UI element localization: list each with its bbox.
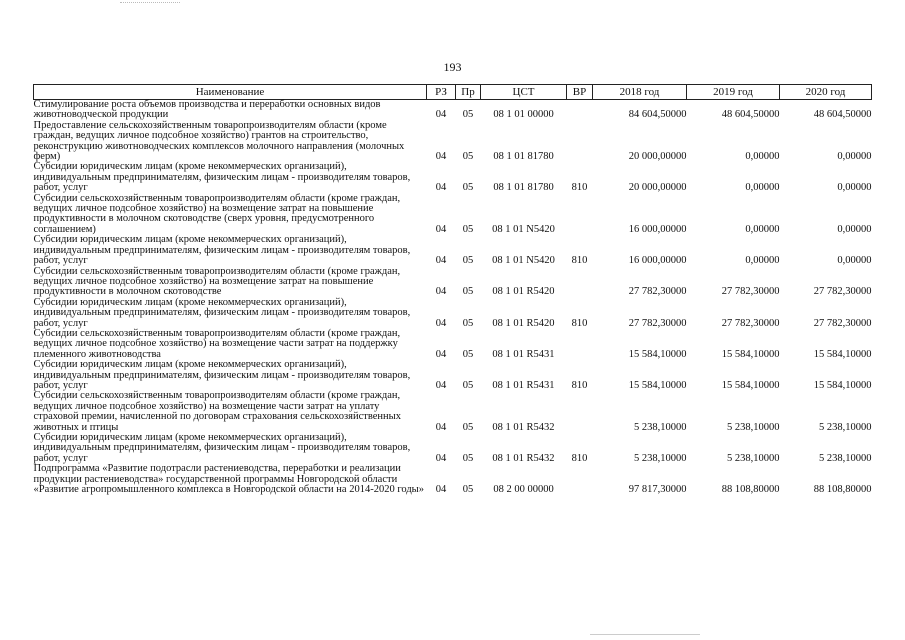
row-name: Субсидии юридическим лицам (кроме некоммерческих организаций), индивидуальным предпринимателям, физическим лицам - производителям товаров, работ, услуг xyxy=(33,359,411,391)
row-cst: 08 1 01 81780 xyxy=(493,182,554,194)
row-vr xyxy=(567,194,593,236)
row-name: Субсидии сельскохозяйственным товаропроизводителям области (кроме граждан, ведущих личное подсобное хозяйство) на возмещение части затрат на уплату страховой премии, начисленной по договорам страхования сельскохозяйственных животных и птицы xyxy=(33,390,401,433)
row-2020: 0,00000 xyxy=(837,223,872,235)
row-vr: 810 xyxy=(571,379,588,391)
row-name: Субсидии сельскохозяйственным товаропроизводителям области (кроме граждан, ведущих личное подсобное хозяйство) на возмещение затрат на повышение продуктивности в молочном скотоводстве (сверх уровня, предусмотренного соглашением) xyxy=(33,192,401,235)
row-2019: 5 238,10000 xyxy=(727,421,780,433)
row-cst: 08 1 01 00000 xyxy=(493,109,554,121)
row-name: Субсидии юридическим лицам (кроме некоммерческих организаций), индивидуальным предпринимателям, физическим лицам - производителям товаров, работ, услуг xyxy=(33,234,411,267)
row-vr xyxy=(567,100,593,121)
row-rz: 04 xyxy=(435,348,447,360)
header-2019: 2019 год xyxy=(687,85,780,100)
table-row xyxy=(34,329,872,360)
row-rz: 04 xyxy=(435,151,447,163)
row-pr: 05 xyxy=(462,421,474,433)
row-pr: 05 xyxy=(462,379,474,391)
row-cst: 08 1 01 R5420 xyxy=(492,286,555,298)
row-rz: 04 xyxy=(435,286,447,298)
row-rz: 04 xyxy=(435,484,447,496)
table-row xyxy=(34,267,872,298)
row-vr: 810 xyxy=(571,317,588,329)
row-2019: 88 108,80000 xyxy=(721,484,780,496)
row-2020: 27 782,30000 xyxy=(813,286,872,298)
row-name: Субсидии юридическим лицам (кроме некоммерческих организаций), индивидуальным предпринимателям, физическим лицам - производителям товаров, работ, услуг xyxy=(33,432,411,464)
budget-table xyxy=(33,84,872,495)
row-rz: 04 xyxy=(435,109,447,121)
row-2018: 15 584,10000 xyxy=(628,348,687,360)
table-row xyxy=(34,194,872,236)
row-rz: 04 xyxy=(435,421,447,433)
row-2018: 97 817,30000 xyxy=(628,484,687,496)
row-name: Субсидии юридическим лицам (кроме некоммерческих организаций), индивидуальным предпринимателям, физическим лицам - производителям товаров, работ, услуг xyxy=(33,296,411,329)
row-rz: 04 xyxy=(435,317,447,329)
row-name: Предоставление сельскохозяйственным товаропроизводителям области (кроме граждан, ведущих личное подсобное хозяйство) грантов на строительство, реконструкцию животноводческих комплексов молочного направления (молочных ферм) xyxy=(33,119,405,163)
row-2018: 16 000,00000 xyxy=(628,255,687,267)
row-cst: 08 1 01 N5420 xyxy=(492,223,555,235)
row-2019: 0,00000 xyxy=(745,223,780,235)
row-2020: 5 238,10000 xyxy=(819,421,872,433)
row-2018: 16 000,00000 xyxy=(628,223,687,235)
row-2018: 20 000,00000 xyxy=(628,182,687,194)
row-vr xyxy=(567,391,593,433)
row-2020: 15 584,10000 xyxy=(813,379,872,391)
row-2019: 27 782,30000 xyxy=(721,317,780,329)
row-2020: 48 604,50000 xyxy=(813,109,872,121)
row-vr: 810 xyxy=(571,182,588,194)
header-vr: ВР xyxy=(567,85,593,100)
row-name: Стимулирование роста объемов производства и переработки основных видов животноводческой продукции xyxy=(33,99,381,121)
row-cst: 08 1 01 R5432 xyxy=(492,421,555,433)
table-row xyxy=(34,298,872,329)
table-row xyxy=(34,464,872,495)
row-cst: 08 1 01 R5432 xyxy=(492,452,555,464)
row-2018: 5 238,10000 xyxy=(634,452,687,464)
row-pr: 05 xyxy=(462,109,474,121)
row-pr: 05 xyxy=(462,348,474,360)
row-name: Субсидии сельскохозяйственным товаропроизводителям области (кроме граждан, ведущих личное подсобное хозяйство) на возмещение затрат на повышение продуктивности в молочном скотоводстве xyxy=(33,265,401,298)
row-name: Подпрограмма «Развитие подотрасли растениеводства, переработки и реализации продукции растениеводства» государственной программы Новгородской области «Развитие агропромышленного комплекса в Новгородской области на 2014-2020 годы» xyxy=(33,463,424,496)
row-pr: 05 xyxy=(462,317,474,329)
row-pr: 05 xyxy=(462,151,474,163)
row-name: Субсидии сельскохозяйственным товаропроизводителям области (кроме граждан, ведущих личное подсобное хозяйство) на возмещение части затрат на поддержку племенного животноводства xyxy=(33,327,401,360)
row-2020: 0,00000 xyxy=(837,255,872,267)
row-2020: 15 584,10000 xyxy=(813,348,872,360)
scan-artifact-top xyxy=(120,2,180,7)
table-row xyxy=(34,360,872,391)
table-header-row xyxy=(34,85,872,100)
scan-artifact-bottom xyxy=(590,634,700,638)
row-cst: 08 1 01 R5420 xyxy=(492,317,555,329)
table-row xyxy=(34,162,872,193)
header-name: Наименование xyxy=(34,85,427,100)
row-pr: 05 xyxy=(462,452,474,464)
header-cst: ЦСТ xyxy=(481,85,567,100)
row-2019: 0,00000 xyxy=(745,182,780,194)
row-rz: 04 xyxy=(435,452,447,464)
row-rz: 04 xyxy=(435,223,447,235)
row-2019: 0,00000 xyxy=(745,151,780,163)
row-2020: 27 782,30000 xyxy=(813,317,872,329)
table-row xyxy=(34,391,872,433)
header-2020: 2020 год xyxy=(780,85,872,100)
row-2020: 0,00000 xyxy=(837,151,872,163)
row-cst: 08 1 01 R5431 xyxy=(492,348,555,360)
row-cst: 08 1 01 81780 xyxy=(493,151,554,163)
row-vr xyxy=(567,464,593,495)
header-2018: 2018 год xyxy=(593,85,687,100)
table-row xyxy=(34,100,872,121)
row-2018: 15 584,10000 xyxy=(628,379,687,391)
row-2019: 48 604,50000 xyxy=(721,109,780,121)
row-2019: 5 238,10000 xyxy=(727,452,780,464)
page-number: 193 xyxy=(443,60,462,74)
row-cst: 08 2 00 00000 xyxy=(493,484,554,496)
row-2018: 27 782,30000 xyxy=(628,317,687,329)
row-2020: 88 108,80000 xyxy=(813,484,872,496)
row-rz: 04 xyxy=(435,379,447,391)
row-pr: 05 xyxy=(462,223,474,235)
header-rz: РЗ xyxy=(427,85,456,100)
header-pr: Пр xyxy=(456,85,481,100)
row-2020: 5 238,10000 xyxy=(819,452,872,464)
row-2018: 5 238,10000 xyxy=(634,421,687,433)
row-pr: 05 xyxy=(462,255,474,267)
row-cst: 08 1 01 N5420 xyxy=(492,255,555,267)
row-cst: 08 1 01 R5431 xyxy=(492,379,555,391)
row-vr xyxy=(567,121,593,163)
row-vr: 810 xyxy=(571,255,588,267)
row-pr: 05 xyxy=(462,484,474,496)
row-name: Субсидии юридическим лицам (кроме некоммерческих организаций), индивидуальным предпринимателям, физическим лицам - производителям товаров, работ, услуг xyxy=(33,161,411,194)
row-2018: 27 782,30000 xyxy=(628,286,687,298)
row-2019: 15 584,10000 xyxy=(721,379,780,391)
row-2019: 0,00000 xyxy=(745,255,780,267)
row-2019: 27 782,30000 xyxy=(721,286,780,298)
row-pr: 05 xyxy=(462,286,474,298)
row-vr: 810 xyxy=(571,452,588,464)
row-rz: 04 xyxy=(435,255,447,267)
row-2020: 0,00000 xyxy=(837,182,872,194)
row-2018: 20 000,00000 xyxy=(628,151,687,163)
row-rz: 04 xyxy=(435,182,447,194)
table-row xyxy=(34,235,872,266)
table-row xyxy=(34,433,872,464)
table-row xyxy=(34,121,872,163)
row-pr: 05 xyxy=(462,182,474,194)
row-vr xyxy=(567,267,593,298)
row-2019: 15 584,10000 xyxy=(721,348,780,360)
row-vr xyxy=(567,329,593,360)
row-2018: 84 604,50000 xyxy=(628,109,687,121)
